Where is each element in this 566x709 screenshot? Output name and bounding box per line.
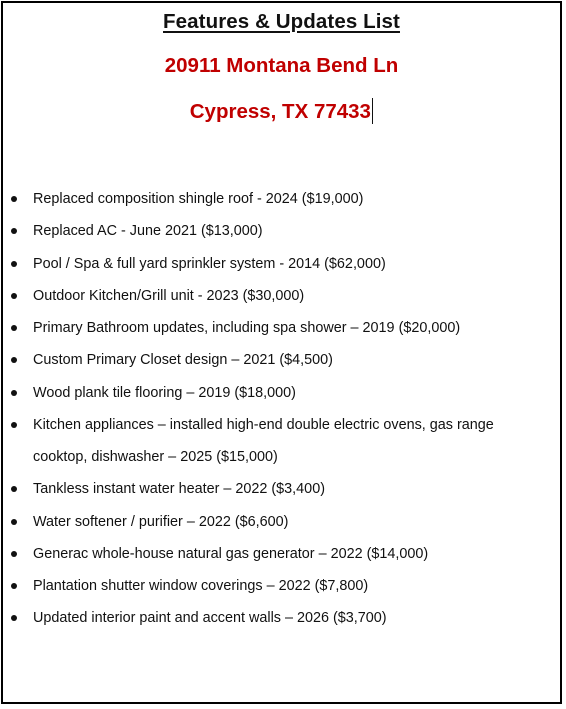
bullet-icon (11, 422, 17, 428)
feature-list-item (3, 312, 560, 344)
feature-list-item (3, 248, 560, 280)
feature-list-item (3, 344, 560, 376)
feature-text: Updated interior paint and accent walls – 2026 ($3,700) (33, 610, 387, 627)
bullet-icon (11, 390, 17, 396)
feature-text: Pool / Spa & full yard sprinkler system - 2014 ($62,000) (33, 255, 386, 272)
feature-list-item (3, 506, 560, 538)
feature-text: Replaced AC - June 2021 ($13,000) (33, 223, 263, 240)
bullet-icon (11, 325, 17, 331)
feature-list-item (3, 473, 560, 505)
feature-text: Tankless instant water heater – 2022 ($3,400) (33, 481, 325, 498)
feature-text: Kitchen appliances – installed high-end double electric ovens, gas range cooktop, dishwasher – 2025 ($15,000) (33, 416, 494, 465)
bullet-icon (11, 583, 17, 589)
address-city-text: Cypress, TX 77433 (189, 100, 371, 123)
feature-text: Primary Bathroom updates, including spa shower – 2019 ($20,000) (33, 320, 461, 336)
feature-text: Outdoor Kitchen/Grill unit - 2023 ($30,000) (33, 287, 305, 304)
bullet-icon (11, 261, 17, 267)
bullet-icon (11, 551, 17, 557)
feature-text: Plantation shutter window coverings – 2022 ($7,800) (33, 578, 369, 594)
bullet-icon (11, 293, 17, 299)
feature-list-item (3, 183, 560, 215)
bullet-icon (11, 228, 17, 234)
feature-list-item (3, 409, 560, 474)
page-title (3, 10, 560, 34)
feature-text: Wood plank tile flooring – 2019 ($18,000) (33, 384, 296, 401)
bullet-icon (11, 486, 17, 492)
feature-text: Replaced composition shingle roof - 2024 ($19,000) (33, 191, 364, 207)
features-list (3, 183, 560, 635)
feature-list-item (3, 602, 560, 634)
feature-list-item (3, 538, 560, 570)
page-frame (1, 1, 562, 704)
title-text: Features & Updates List (163, 10, 400, 33)
bullet-icon (11, 196, 17, 202)
bullet-icon (11, 615, 17, 621)
bullet-icon (11, 357, 17, 363)
feature-list-item (3, 570, 560, 602)
feature-text: Water softener / purifier – 2022 ($6,600) (33, 513, 289, 530)
feature-text: Generac whole-house natural gas generator – 2022 ($14,000) (33, 545, 429, 562)
address-street: 20911 Montana Bend Ln (164, 54, 399, 77)
feature-list-item (3, 377, 560, 409)
address-city-line (3, 98, 560, 124)
bullet-icon (11, 519, 17, 525)
feature-list-item (3, 215, 560, 247)
feature-list-item (3, 280, 560, 312)
feature-text: Custom Primary Closet design – 2021 ($4,500) (33, 352, 333, 369)
text-cursor (372, 98, 373, 124)
